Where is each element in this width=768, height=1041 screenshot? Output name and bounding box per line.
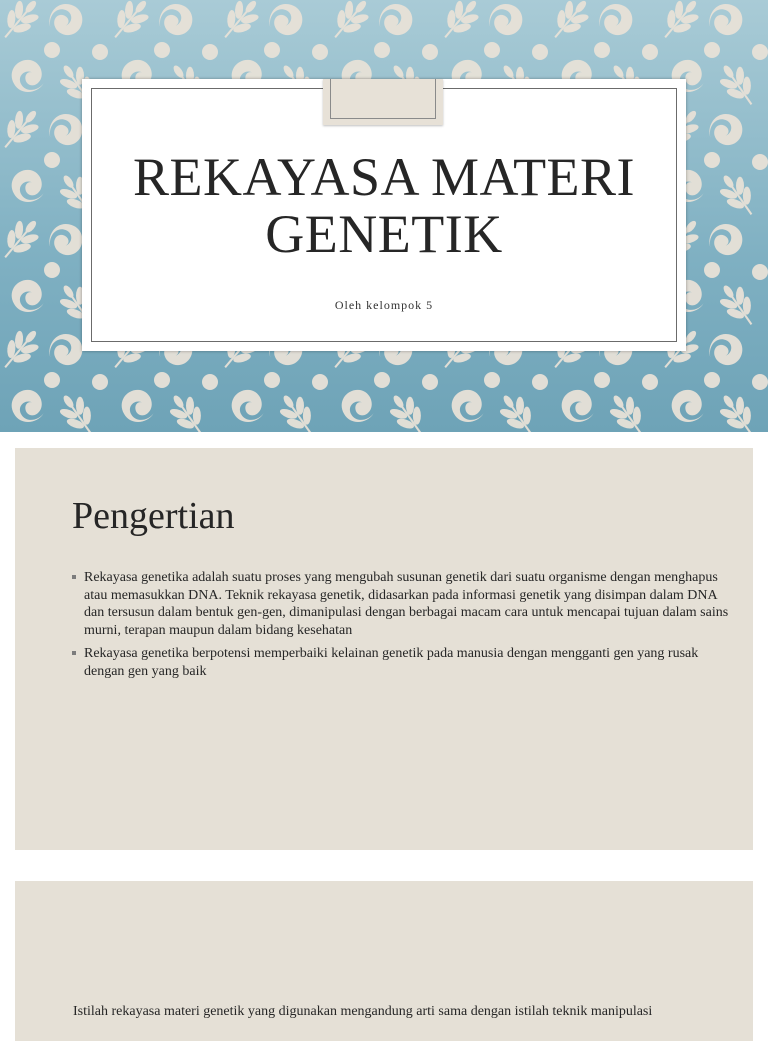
title-tab-frame <box>330 79 436 119</box>
list-item <box>71 645 731 680</box>
list-item <box>71 569 731 639</box>
third-slide <box>15 881 753 1041</box>
slide-subtitle: Oleh kelompok 5 <box>334 298 434 312</box>
bullet-list <box>71 569 731 686</box>
title-slide <box>0 0 768 432</box>
pengertian-slide <box>15 448 753 850</box>
square-bullet-icon <box>72 651 76 655</box>
slide-heading: Pengertian <box>72 495 235 537</box>
square-bullet-icon <box>72 575 76 579</box>
slide-paragraph: Istilah rekayasa materi genetik yang digunakan mengandung arti sama dengan istilah teknik manipulasi <box>73 1004 653 1019</box>
slide-title: REKAYASA MATERI GENETIK <box>132 147 636 264</box>
title-card <box>82 79 686 351</box>
bullet-text: Rekayasa genetika adalah suatu proses yang mengubah susunan genetik dari suatu organisme dengan menghapus atau memasukkan DNA. Teknik rekayasa genetik, didasarkan pada informasi genetik yang disimpan dalam DNA dan tersusun dalam bentuk gen-gen, dimanipulasi dengan berbagai macam cara untuk mencapai tujuan dalam sains murni, terapan maupun dalam bidang kesehatan <box>84 570 729 638</box>
bullet-text: Rekayasa genetika berpotensi memperbaiki kelainan genetik pada manusia dengan mengganti gen yang rusak dengan gen yang baik <box>84 646 699 679</box>
title-tab-decoration <box>323 79 443 125</box>
